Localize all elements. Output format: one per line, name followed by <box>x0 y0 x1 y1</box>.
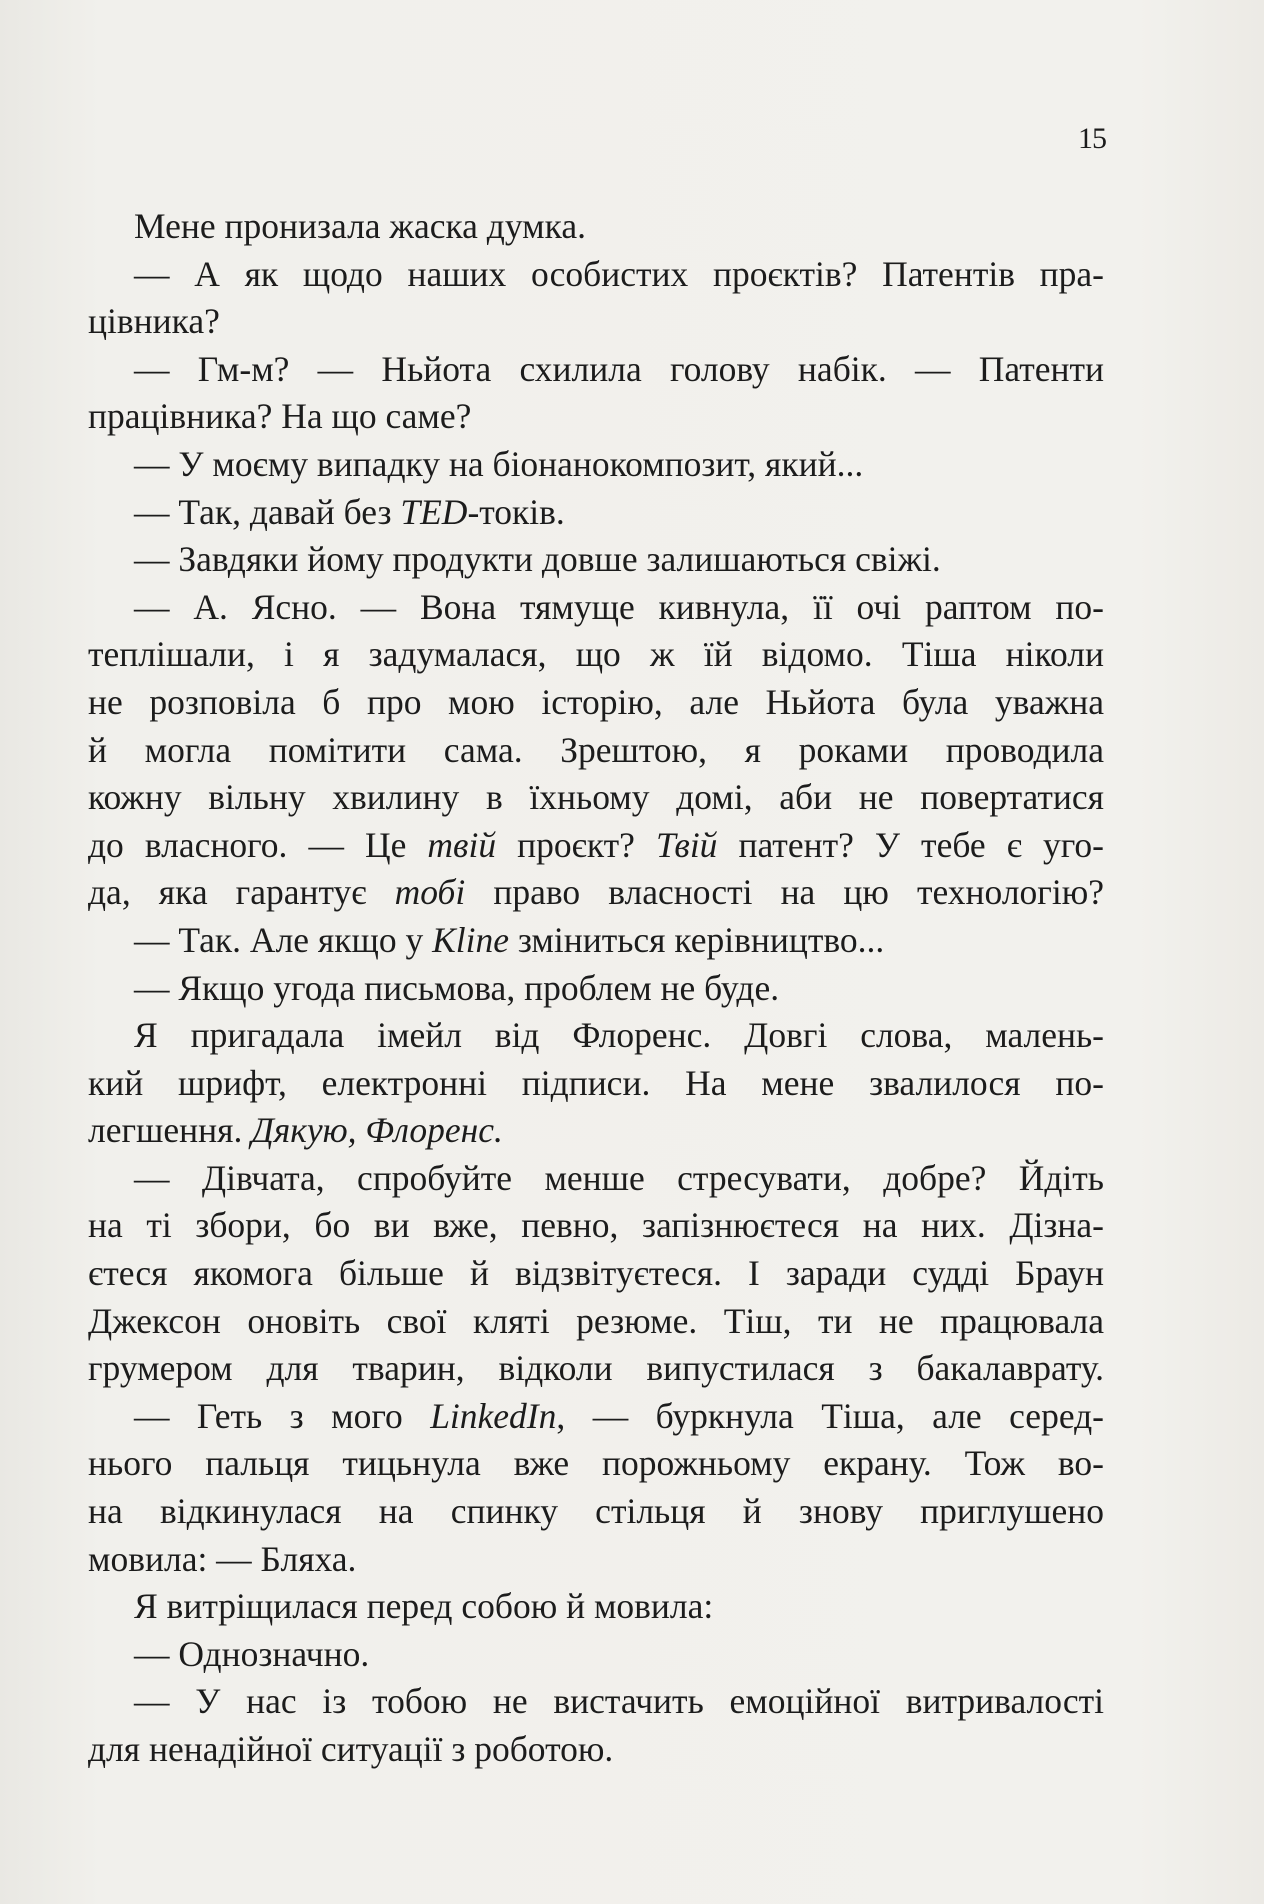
text-segment: — А як щодо наших особистих проєктів? Патентів пра- <box>134 253 1104 294</box>
italic-text: Твій <box>655 824 718 865</box>
text-line <box>88 441 1104 489</box>
text-line <box>88 727 1104 775</box>
text-line <box>88 631 1104 679</box>
page-number: 15 <box>1078 122 1106 155</box>
text-line <box>88 1345 1104 1393</box>
text-line <box>88 1393 1104 1441</box>
text-segment: — Так, давай без <box>134 491 401 532</box>
text-line <box>88 251 1104 299</box>
text-segment: нього пальця тицьнула вже порожньому екрану. Тож во- <box>88 1443 1104 1484</box>
text-line <box>88 1012 1104 1060</box>
text-segment: Джексон оновіть свої кляті резюме. Тіш, ти не працювала <box>88 1300 1104 1341</box>
italic-text: Дякую, Флоренс. <box>251 1110 503 1151</box>
text-segment: , — буркнула Тіша, але серед- <box>556 1395 1104 1436</box>
text-segment: грумером для тварин, відколи випустилася з бакалаврату. <box>88 1348 1104 1389</box>
text-line <box>88 1631 1104 1679</box>
text-line <box>88 822 1104 870</box>
text-segment: патент? У тебе є уго- <box>717 824 1104 865</box>
text-line <box>88 1155 1104 1203</box>
text-line <box>88 203 1104 251</box>
text-segment: легшення. <box>88 1110 252 1151</box>
italic-text: тобі <box>394 872 466 913</box>
text-line <box>88 584 1104 632</box>
text-segment: до власного. — Це <box>88 824 428 865</box>
text-line <box>88 1107 1104 1155</box>
text-segment: на ті збори, бо ви вже, певно, запізнюєтеся на них. Дізна- <box>88 1205 1104 1246</box>
text-segment: — У моєму випадку на біонанокомпозит, який... <box>134 443 864 484</box>
text-segment: — Так. Але якщо у <box>134 919 433 960</box>
text-segment: єтеся якомога більше й відзвітуєтеся. І заради судді Браун <box>88 1253 1104 1294</box>
text-segment: — У нас із тобою не вистачить емоційної витривалості <box>134 1681 1104 1722</box>
text-line <box>88 489 1104 537</box>
text-segment: право власності на цю технологію? <box>465 872 1105 913</box>
text-segment: на відкинулася на спинку стільця й знову приглушено <box>88 1491 1104 1532</box>
text-line <box>88 1488 1104 1536</box>
text-line <box>88 1202 1104 1250</box>
text-line <box>88 869 1104 917</box>
text-line <box>88 1298 1104 1346</box>
text-segment: працівника? На що саме? <box>88 396 472 437</box>
text-segment: — Дівчата, спробуйте менше стресувати, добре? Йдіть <box>134 1157 1104 1198</box>
italic-text: TED <box>400 491 468 532</box>
text-line <box>88 679 1104 727</box>
text-line <box>88 1678 1104 1726</box>
text-segment: -токів. <box>467 491 565 532</box>
text-line <box>88 917 1104 965</box>
text-segment: — А. Ясно. — Вона тямуще кивнула, її очі раптом по- <box>134 586 1104 627</box>
text-segment: Мене пронизала жаска думка. <box>134 206 586 246</box>
text-line <box>88 536 1104 584</box>
text-segment: теплішали, і я задумалася, що ж їй відомо. Тіша ніколи <box>88 634 1104 675</box>
text-segment: не розповіла б про мою історію, але Ньйота була уважна <box>88 681 1104 722</box>
text-line <box>88 298 1104 346</box>
italic-text: твій <box>427 824 497 865</box>
text-line <box>88 1583 1104 1631</box>
text-segment: — Завдяки йому продукти довше залишаються свіжі. <box>134 539 941 580</box>
text-segment: зміниться керівництво... <box>509 919 885 960</box>
text-segment: для ненадійної ситуації з роботою. <box>88 1729 614 1769</box>
text-segment: кожну вільну хвилину в їхньому домі, аби не повертатися <box>88 777 1104 818</box>
text-segment: кий шрифт, електронні підписи. На мене звалилося по- <box>88 1062 1104 1103</box>
text-line <box>88 965 1104 1013</box>
text-segment: й могла помітити сама. Зрештою, я роками проводила <box>88 729 1104 770</box>
text-line <box>88 1536 1104 1584</box>
text-segment: — Однозначно. <box>134 1633 370 1674</box>
text-line <box>88 346 1104 394</box>
text-segment: мовила: — Бляха. <box>88 1538 357 1579</box>
text-segment: — Якщо угода письмова, проблем не буде. <box>134 967 780 1008</box>
text-line <box>88 393 1104 441</box>
italic-text: Kline <box>432 919 509 960</box>
text-segment: Я витріщилася перед собою й мовила: <box>134 1586 714 1627</box>
italic-text: LinkedIn <box>430 1395 557 1436</box>
page-body-text <box>88 203 1104 1774</box>
text-segment: Я пригадала імейл від Флоренс. Довгі слова, малень- <box>134 1015 1104 1056</box>
text-line <box>88 1726 1104 1774</box>
text-line <box>88 1250 1104 1298</box>
text-segment: цівника? <box>88 301 220 342</box>
text-segment: — Геть з мого <box>134 1395 431 1436</box>
text-line <box>88 1440 1104 1488</box>
text-line <box>88 1060 1104 1108</box>
text-line <box>88 774 1104 822</box>
text-segment: — Гм-м? — Ньйота схилила голову набік. — Патенти <box>134 348 1104 389</box>
text-segment: проєкт? <box>496 824 656 865</box>
text-segment: да, яка гарантує <box>88 872 395 913</box>
